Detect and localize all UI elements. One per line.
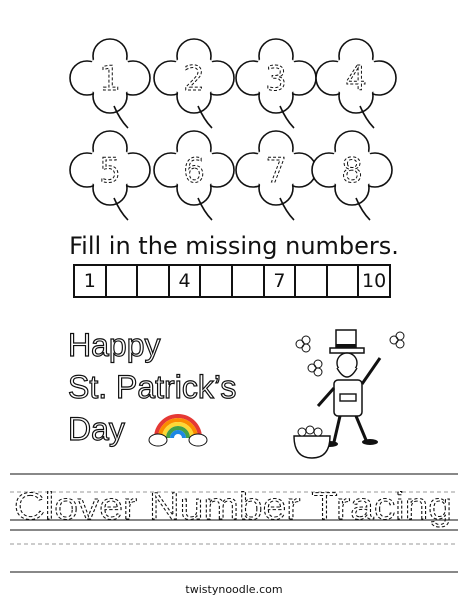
number-cell-blank[interactable] [201,266,233,296]
clover-7 [236,131,316,220]
clover-6 [154,131,234,220]
greeting-line-1: Happy [68,327,161,363]
clover-5 [70,131,150,220]
clover-number: 6 [183,151,205,191]
number-cell-blank[interactable] [107,266,139,296]
clover-number: 2 [183,59,205,99]
clover-number: 4 [345,59,367,99]
clover-8 [312,131,392,220]
number-cell-blank[interactable] [138,266,170,296]
greeting-line-2: St. Patrick’s [68,369,237,405]
number-strip [73,264,391,298]
clover-number: 8 [341,151,363,191]
number-cell: 10 [362,270,387,292]
greeting-banner [60,318,468,468]
instruction-text: Fill in the missing numbers. [69,232,399,260]
trace-text: Clover Number Tracing [14,486,453,528]
clover-4 [316,39,396,128]
greeting-line-3: Day [68,411,125,447]
rainbow-icon [149,416,207,446]
number-cell-blank[interactable] [233,266,265,296]
clover-grid [0,0,468,230]
leprechaun-illustration [294,330,404,458]
pot-of-gold-icon [294,426,330,458]
clover-3 [236,39,316,128]
number-cell-blank[interactable] [328,266,360,296]
clover-number: 3 [265,59,287,99]
number-cell: 4 [170,266,202,296]
number-cell-blank[interactable] [296,266,328,296]
clover-2 [154,39,234,128]
number-cell: 7 [265,266,297,296]
clover-number: 5 [99,151,121,191]
footer-website: twistynoodle.com [185,583,283,596]
clover-1 [70,39,150,128]
clover-number: 7 [265,151,287,191]
number-cell: 1 [75,266,107,296]
clover-number: 1 [99,59,121,99]
tracing-area [0,462,468,582]
